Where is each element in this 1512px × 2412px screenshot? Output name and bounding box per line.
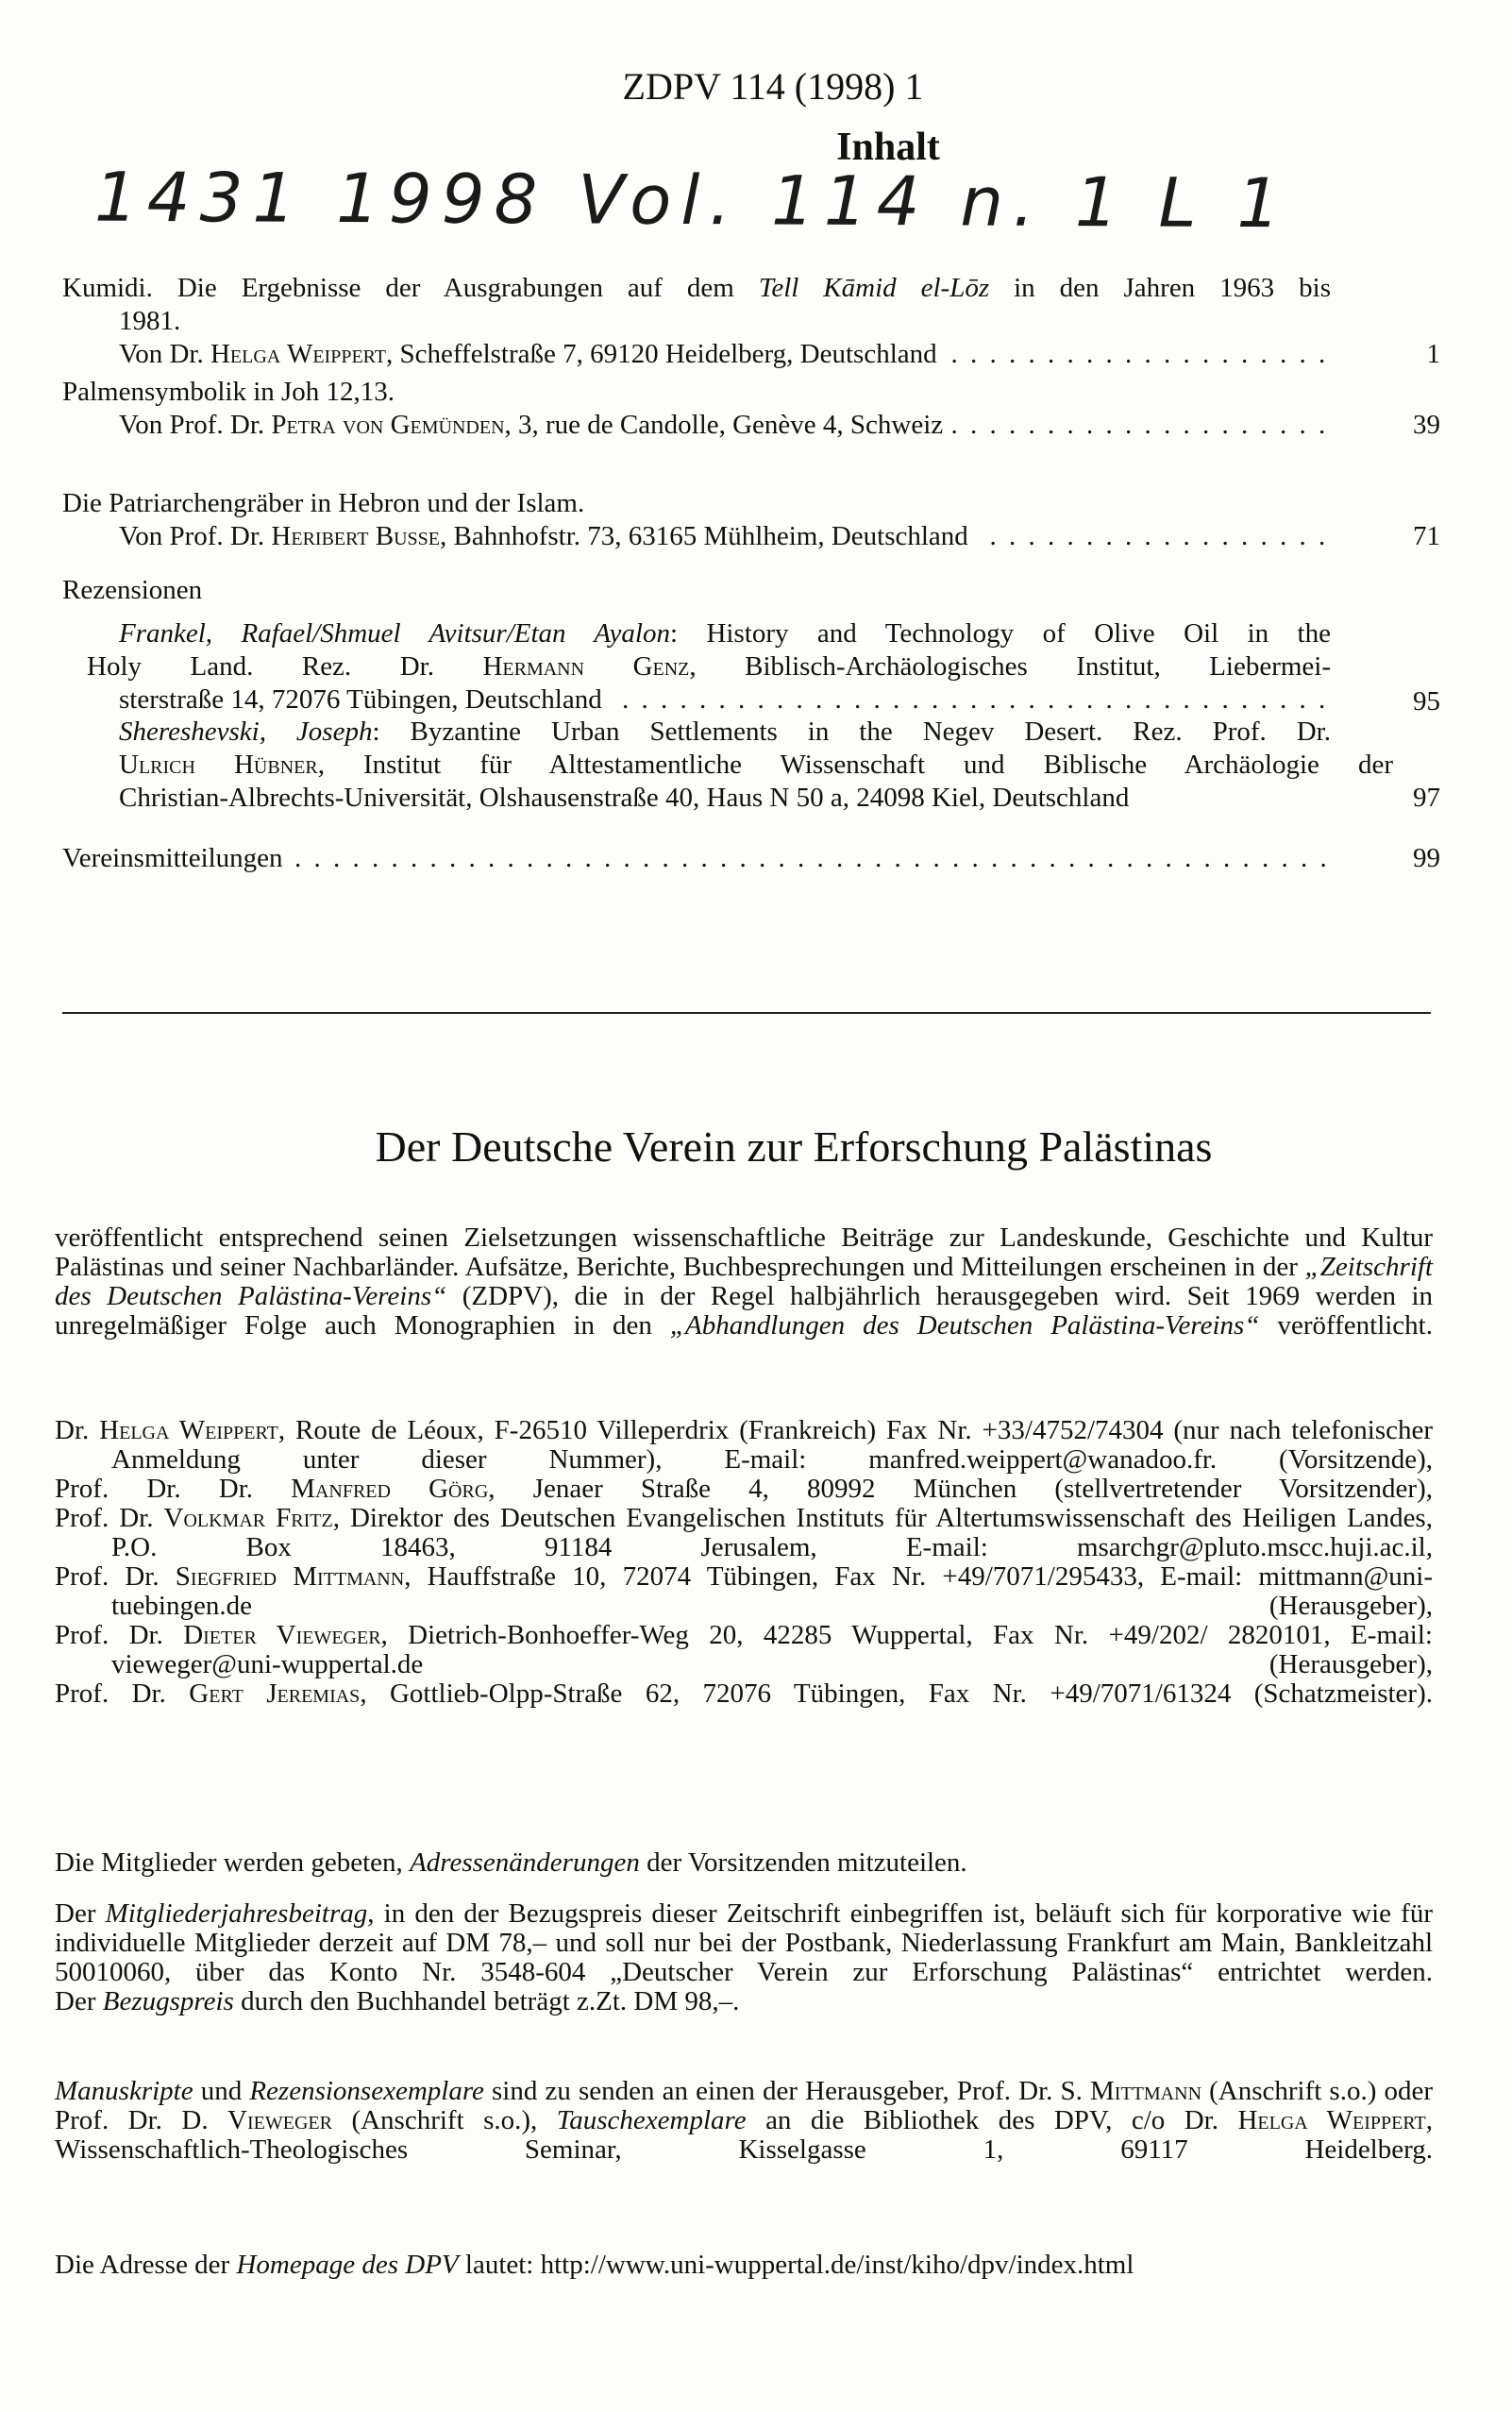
membership-fee-note: Der Mitgliederjahresbeitrag, in den der Bezugspreis dieser Zeitschrift einbegriffen ist, beläuft sich für korporative wie für individuelle Mitglieder derzeit auf DM 78,– und soll nur bei der Postbank, Niederlassung Frankfurt am Main, Bankleitzahl 50010060, über das Konto Nr. 3548-604 „Deutscher Verein zur Erforschung Palästinas“ entrichtet werden. Der Bezugspreis durch den Buchhandel beträgt z.Zt. DM 98,–. <box>55 1898 1433 2016</box>
toc-entry-site: Tell Kāmid el-Lōz <box>758 273 990 303</box>
toc-review-frankel <box>62 617 1440 717</box>
toc-entry-title: Palmensymbolik in Joh 12,13. <box>62 377 395 407</box>
toc-reviewer-address-cont: Christian-Albrechts-Universität, Olshausenstraße 40, Haus N 50 a, 24098 Kiel, Deutschland <box>119 783 1130 813</box>
toc-entry-author: Helga Weippert <box>210 339 387 369</box>
toc-entry-palmensymbolik <box>62 376 1440 442</box>
toc-entry-page: 95 <box>1413 686 1440 717</box>
toc-entry-page: 97 <box>1413 783 1440 813</box>
toc-entry-author-prefix: Von Prof. Dr. <box>119 410 272 440</box>
toc-entry-page: 1 <box>1426 339 1440 369</box>
toc-review-shereshevski <box>62 716 1440 815</box>
toc-entry-news <box>62 842 1440 875</box>
toc-reviewer: Hermann Genz <box>482 651 690 682</box>
toc-entry-address: , Scheffelstraße 7, 69120 Heidelberg, Deutschland <box>386 339 937 369</box>
toc-review-title: : Byzantine Urban Settlements in the Negev Desert. Rez. Prof. Dr. <box>372 717 1331 747</box>
toc-reviewer-address-cont: sterstraße 14, 72076 Tübingen, Deutschland <box>119 684 610 715</box>
toc-entry-patriarchengraeber <box>62 487 1440 553</box>
toc-entry-page: 99 <box>1413 843 1440 873</box>
toc-entry-page: 39 <box>1413 410 1440 440</box>
homepage-note: Die Adresse der Homepage des DPV lautet: http://www.uni-wuppertal.de/inst/kiho/dpv/index.html <box>55 2250 1134 2280</box>
board-member: Prof. Dr. Volkmar Fritz, Direktor des Deutschen Evangelischen Instituts für Altertumswissenschaft des Heiligen Landes, P.O. Box 18463, 91184 Jerusalem, E-mail: msarchgr@pluto.mscc.huji.ac.il, <box>55 1503 1433 1562</box>
toc-entry-address: , Bahnhofstr. 73, 63165 Mühlheim, Deutschland <box>439 521 968 551</box>
toc-reviews-heading: Rezensionen <box>62 575 203 605</box>
board-member: Prof. Dr. Gert Jeremias, Gottlieb-Olpp-Straße 62, 72076 Tübingen, Fax Nr. +49/7071/61324 (Schatzmeister). <box>55 1678 1433 1709</box>
board-member: Prof. Dr. Dr. Manfred Görg, Jenaer Straße 4, 80992 München (stellvertretender Vorsitzender), <box>55 1474 1433 1504</box>
handwritten-call-number: 1431 1998 Vol. 114 n. 1 L 1 <box>93 157 1290 244</box>
board-member: Prof. Dr. Dieter Vieweger, Dietrich-Bonhoeffer-Weg 20, 42285 Wuppertal, Fax Nr. +49/202/ 2820101, E-mail: vieweger@uni-wuppertal.de (Herausgeber), <box>55 1620 1433 1679</box>
contents-heading: Inhalt <box>836 126 940 169</box>
toc-review-author: Shereshevski, Joseph <box>119 717 373 747</box>
toc-entry-address: , 3, rue de Candolle, Genève 4, Schweiz <box>504 410 944 440</box>
toc-entry-author: Heribert Busse <box>271 521 440 551</box>
board-member: Dr. Helga Weippert, Route de Léoux, F-26510 Villeperdrix (Frankreich) Fax Nr. +33/4752/74304 (nur nach telefonischer Anmeldung unter dieser Nummer), E-mail: manfred.weippert@wanadoo.fr. (Vorsitzende), <box>55 1415 1434 1475</box>
toc-entry-kumidi <box>62 272 1440 371</box>
toc-entry-page: 71 <box>1413 521 1440 551</box>
toc-reviewer-address: , Institut für Alttestamentliche Wissenschaft und Biblische Archäologie der <box>317 750 1393 780</box>
toc-entry-title: Die Patriarchengräber in Hebron und der Islam. <box>62 488 585 518</box>
toc-entry-author: Petra von Gemünden <box>271 410 505 440</box>
divider <box>62 1012 1431 1014</box>
manuscripts-note: Manuskripte und Rezensionsexemplare sind zu senden an einen der Herausgeber, Prof. Dr. S. Mittmann (Anschrift s.o.) oder Prof. Dr. D. Vieweger (Anschrift s.o.), Tauschexemplare an die Bibliothek des DPV, c/o Dr. Helga Weippert, Wissenschaftlich-Theologisches Seminar, Kisselgasse 1, 69117 Heidelberg. <box>55 2076 1434 2165</box>
toc-reviewer-address: , Biblisch-Archäologisches Institut, Liebermei- <box>689 651 1332 682</box>
journal-title: ZDPV 114 (1998) 1 <box>622 65 924 108</box>
toc-review-title: : History and Technology of Olive Oil in the <box>669 618 1331 649</box>
toc-entry-author-prefix: Von Prof. Dr. <box>119 521 272 551</box>
toc-entry-title-end: in den Jahren 1963 bis <box>989 273 1331 303</box>
toc-reviewer: Ulrich Hübner <box>119 750 318 780</box>
board-member: Prof. Dr. Siegfried Mittmann, Hauffstraße 10, 72074 Tübingen, Fax Nr. +49/7071/295433, E-mail: mittmann@uni-tuebingen.de (Herausgeber), <box>55 1561 1433 1621</box>
toc-review-authors: Frankel, Rafael/Shmuel Avitsur/Etan Ayalon <box>119 618 670 649</box>
address-change-note: Die Mitglieder werden gebeten, Adressenänderungen der Vorsitzenden mitzuteilen. <box>55 1847 967 1878</box>
toc-entry-title: Vereinsmitteilungen <box>62 843 291 873</box>
toc-entry-author-prefix: Von Dr. <box>119 339 210 369</box>
board-members <box>55 1416 1433 1709</box>
toc-review-title-cont: Holy Land. Rez. Dr. <box>87 651 483 682</box>
society-title: Der Deutsche Verein zur Erforschung Palästinas <box>375 1122 1213 1171</box>
toc-entry-title-cont: 1981. <box>119 306 181 336</box>
society-intro: veröffentlicht entsprechend seinen Zielsetzungen wissenschaftliche Beiträge zur Landeskunde, Geschichte und Kultur Palästinas und seiner Nachbarländer. Aufsätze, Berichte, Buchbesprechungen und Mitteilungen erscheinen in der „Zeitschrift des Deutschen Palästina-Vereins“ (ZDPV), die in der Regel halbjährlich herausgegeben wird. Seit 1969 werden in unregelmäßiger Folge auch Monographien in den „Abhandlungen des Deutschen Palästina-Vereins“ veröffentlicht. <box>55 1223 1433 1341</box>
toc-entry-title: Kumidi. Die Ergebnisse der Ausgrabungen auf dem <box>62 273 759 303</box>
subscription-price-note: Der Bezugspreis durch den Buchhandel beträgt z.Zt. DM 98,–. <box>55 1986 740 2016</box>
